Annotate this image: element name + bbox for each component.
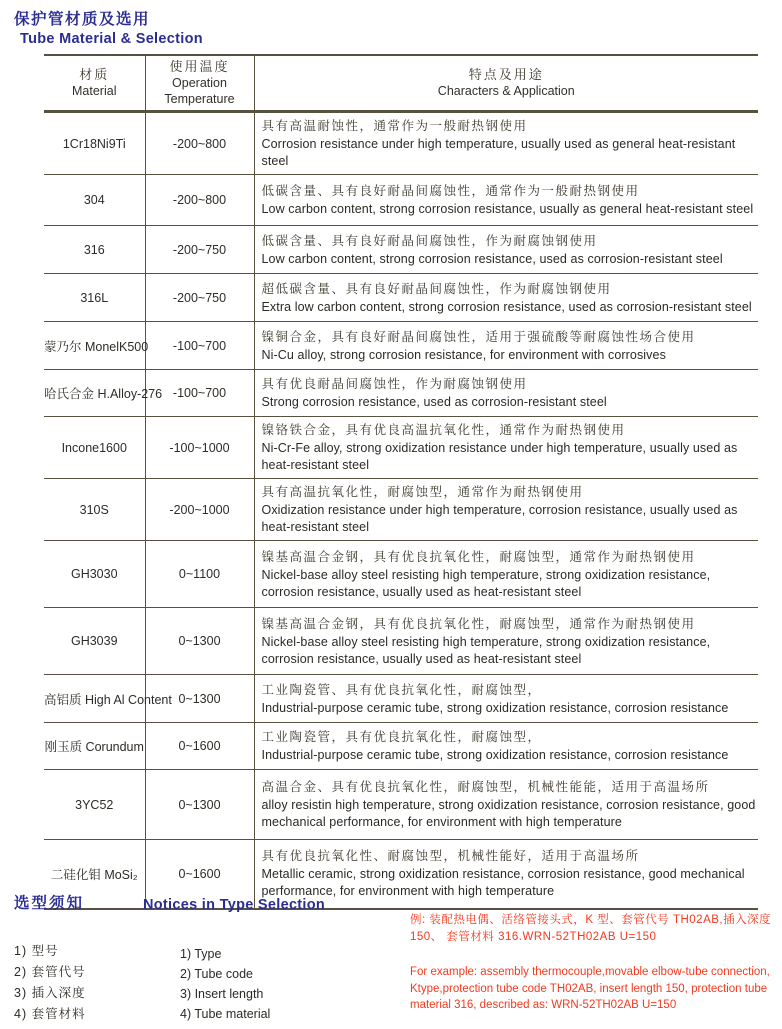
material-name: 3YC52 bbox=[44, 770, 145, 840]
characters-application bbox=[254, 840, 758, 909]
material-name: 二硅化钼 MoSi₂ bbox=[44, 840, 145, 909]
description-en: Ni-Cr-Fe alloy, strong oxidization resistance under high temperature, usually used as heat-resistant steel bbox=[261, 441, 738, 472]
notices-title-en: Notices in Type Selection bbox=[143, 897, 326, 913]
description-en: Oxidization resistance under high temperature, corrosion resistance, usually used as heat-resistant steel bbox=[261, 503, 738, 534]
notices-list-en bbox=[180, 944, 270, 1024]
header-temperature bbox=[145, 55, 254, 112]
characters-application bbox=[254, 370, 758, 417]
material-name: Incone1600 bbox=[44, 417, 145, 479]
characters-application bbox=[254, 175, 758, 226]
page-title-en: Tube Material & Selection bbox=[20, 31, 203, 47]
material-name: 高铝质 High Al Content bbox=[44, 675, 145, 723]
operation-temperature: -200~750 bbox=[145, 274, 254, 322]
operation-temperature: -200~800 bbox=[145, 112, 254, 175]
table-row bbox=[44, 723, 758, 770]
table-row bbox=[44, 770, 758, 840]
description-en: Low carbon content, strong corrosion resistance, usually as general heat-resistant steel bbox=[261, 202, 754, 216]
characters-application bbox=[254, 608, 758, 675]
material-name: 1Cr18Ni9Ti bbox=[44, 112, 145, 175]
description-en: Metallic ceramic, strong oxidization resistance, corrosion resistance, good mechanical performance, for environment with high temperature bbox=[261, 867, 745, 899]
list-item: 2) Tube code bbox=[180, 967, 253, 981]
notices-title-cn: 选型须知 bbox=[14, 895, 85, 912]
characters-application bbox=[254, 479, 758, 541]
material-name: 316L bbox=[44, 274, 145, 322]
page-title-cn: 保护管材质及选用 bbox=[14, 11, 151, 28]
description-cn: 具有优良耐晶间腐蚀性，作为耐腐蚀钢使用 bbox=[261, 377, 528, 391]
header-temperature-en: Operation Temperature bbox=[164, 76, 235, 106]
description-en: alloy resistin high temperature, strong oxidization resistance, corrosion resistance, good mechanical performance, for environment with high temperature bbox=[261, 798, 756, 829]
table-row bbox=[44, 226, 758, 274]
description-en: Corrosion resistance under high temperature, usually used as general heat-resistant steel bbox=[261, 137, 736, 168]
list-item: 4) 套管材料 bbox=[14, 1007, 86, 1021]
characters-application bbox=[254, 226, 758, 274]
description-en: Ni-Cu alloy, strong corrosion resistance, for environment with corrosives bbox=[261, 347, 666, 362]
description-cn: 镍基高温合金钢，具有优良抗氧化性，耐腐蚀型，通常作为耐热钢使用 bbox=[261, 616, 696, 631]
table-row bbox=[44, 322, 758, 370]
operation-temperature: 0~1100 bbox=[145, 541, 254, 608]
characters-application bbox=[254, 417, 758, 479]
table-header-row bbox=[44, 55, 758, 112]
header-characters-en: Characters & Application bbox=[437, 84, 575, 98]
table-row bbox=[44, 370, 758, 417]
operation-temperature: 0~1600 bbox=[145, 840, 254, 909]
header-material-en: Material bbox=[72, 84, 117, 98]
table-row bbox=[44, 175, 758, 226]
characters-application bbox=[254, 112, 758, 175]
material-name: 310S bbox=[44, 479, 145, 541]
characters-application bbox=[254, 541, 758, 608]
description-en: Industrial-purpose ceramic tube, strong oxidization resistance, corrosion resistance bbox=[261, 700, 729, 715]
description-en: Industrial-purpose ceramic tube, strong oxidization resistance, corrosion resistance bbox=[261, 748, 729, 762]
material-name: 316 bbox=[44, 226, 145, 274]
description-cn: 超低碳含量、具有良好耐晶间腐蚀性，作为耐腐蚀钢使用 bbox=[261, 281, 612, 296]
operation-temperature: -200~750 bbox=[145, 226, 254, 274]
header-characters bbox=[254, 55, 758, 112]
material-name: 304 bbox=[44, 175, 145, 226]
list-item: 4) Tube material bbox=[180, 1007, 271, 1021]
list-item: 1) Type bbox=[180, 947, 222, 961]
table-row bbox=[44, 608, 758, 675]
characters-application bbox=[254, 723, 758, 770]
description-cn: 低碳含量、具有良好耐晶间腐蚀性，通常作为一般耐热钢使用 bbox=[261, 184, 640, 198]
material-name: 刚玉质 Corundum bbox=[44, 723, 145, 770]
operation-temperature: -200~1000 bbox=[145, 479, 254, 541]
operation-temperature: -100~700 bbox=[145, 322, 254, 370]
table-row bbox=[44, 112, 758, 175]
characters-application bbox=[254, 770, 758, 840]
operation-temperature: 0~1300 bbox=[145, 675, 254, 723]
list-item: 1) 型号 bbox=[14, 944, 59, 958]
description-cn: 镍铬铁合金，具有优良高温抗氧化性，通常作为耐热钢使用 bbox=[261, 423, 626, 437]
material-name: GH3039 bbox=[44, 608, 145, 675]
characters-application bbox=[254, 274, 758, 322]
material-name: GH3030 bbox=[44, 541, 145, 608]
description-cn: 高温合金、具有优良抗氧化性，耐腐蚀型，机械性能能，适用于高温场所 bbox=[261, 780, 710, 794]
description-cn: 镍基高温合金钢，具有优良抗氧化性，耐腐蚀型，通常作为耐热钢使用 bbox=[261, 549, 696, 564]
material-name: 哈氏合金 H.Alloy-276 bbox=[44, 370, 145, 417]
description-en: Low carbon content, strong corrosion resistance, used as corrosion-resistant steel bbox=[261, 251, 723, 266]
table-row bbox=[44, 274, 758, 322]
table-row bbox=[44, 541, 758, 608]
operation-temperature: -200~800 bbox=[145, 175, 254, 226]
description-cn: 具有高温耐蚀性，通常作为一般耐热钢使用 bbox=[261, 119, 528, 133]
operation-temperature: 0~1300 bbox=[145, 770, 254, 840]
operation-temperature: -100~1000 bbox=[145, 417, 254, 479]
header-temperature-cn: 使用温度 bbox=[169, 59, 230, 74]
header-material bbox=[44, 55, 145, 112]
description-cn: 镍铜合金，具有良好耐晶间腐蚀性，适用于强硫酸等耐腐蚀性场合使用 bbox=[261, 329, 696, 344]
header-characters-cn: 特点及用途 bbox=[468, 67, 544, 82]
operation-temperature: -100~700 bbox=[145, 370, 254, 417]
description-en: Extra low carbon content, strong corrosion resistance, used as corrosion-resistant steel bbox=[261, 299, 752, 314]
list-item: 3) Insert length bbox=[180, 987, 264, 1001]
description-cn: 具有优良抗氧化性、耐腐蚀型，机械性能好，适用于高温场所 bbox=[261, 849, 640, 864]
characters-application bbox=[254, 322, 758, 370]
notices-list-cn bbox=[14, 941, 86, 1025]
example-text-cn: 例: 装配热电偶、活络管接头式，K 型、套管代号 TH02AB,插入深度 150、 套管材料 316.WRN-52TH02AB U=150 bbox=[410, 914, 772, 943]
list-item: 2) 套管代号 bbox=[14, 965, 86, 979]
table-row bbox=[44, 479, 758, 541]
description-cn: 工业陶瓷管、具有优良抗氧化性，耐腐蚀型， bbox=[261, 682, 542, 697]
material-name: 蒙乃尔 MonelK500 bbox=[44, 322, 145, 370]
characters-application bbox=[254, 675, 758, 723]
description-en: Nickel-base alloy steel resisting high temperature, strong oxidization resistance, corrosion resistance, usually used as heat-resistant steel bbox=[261, 634, 711, 666]
example-text-en: For example: assembly thermocouple,movable elbow-tube connection, Ktype,protection tube code TH02AB, insert length 150, protection tube material 316, described as: WRN-52TH02AB U=150 bbox=[410, 966, 770, 1011]
material-selection-table bbox=[44, 54, 758, 910]
table-row bbox=[44, 675, 758, 723]
description-cn: 具有高温抗氧化性，耐腐蚀型，通常作为耐热钢使用 bbox=[261, 485, 584, 499]
description-cn: 低碳含量、具有良好耐晶间腐蚀性，作为耐腐蚀钢使用 bbox=[261, 233, 598, 248]
operation-temperature: 0~1600 bbox=[145, 723, 254, 770]
list-item: 3) 插入深度 bbox=[14, 986, 86, 1000]
description-cn: 工业陶瓷管，具有优良抗氧化性，耐腐蚀型， bbox=[261, 730, 542, 744]
header-material-cn: 材质 bbox=[79, 67, 110, 82]
operation-temperature: 0~1300 bbox=[145, 608, 254, 675]
description-en: Nickel-base alloy steel resisting high temperature, strong oxidization resistance, corrosion resistance, usually used as heat-resistant steel bbox=[261, 567, 711, 599]
description-en: Strong corrosion resistance, used as corrosion-resistant steel bbox=[261, 395, 607, 409]
table-row bbox=[44, 417, 758, 479]
